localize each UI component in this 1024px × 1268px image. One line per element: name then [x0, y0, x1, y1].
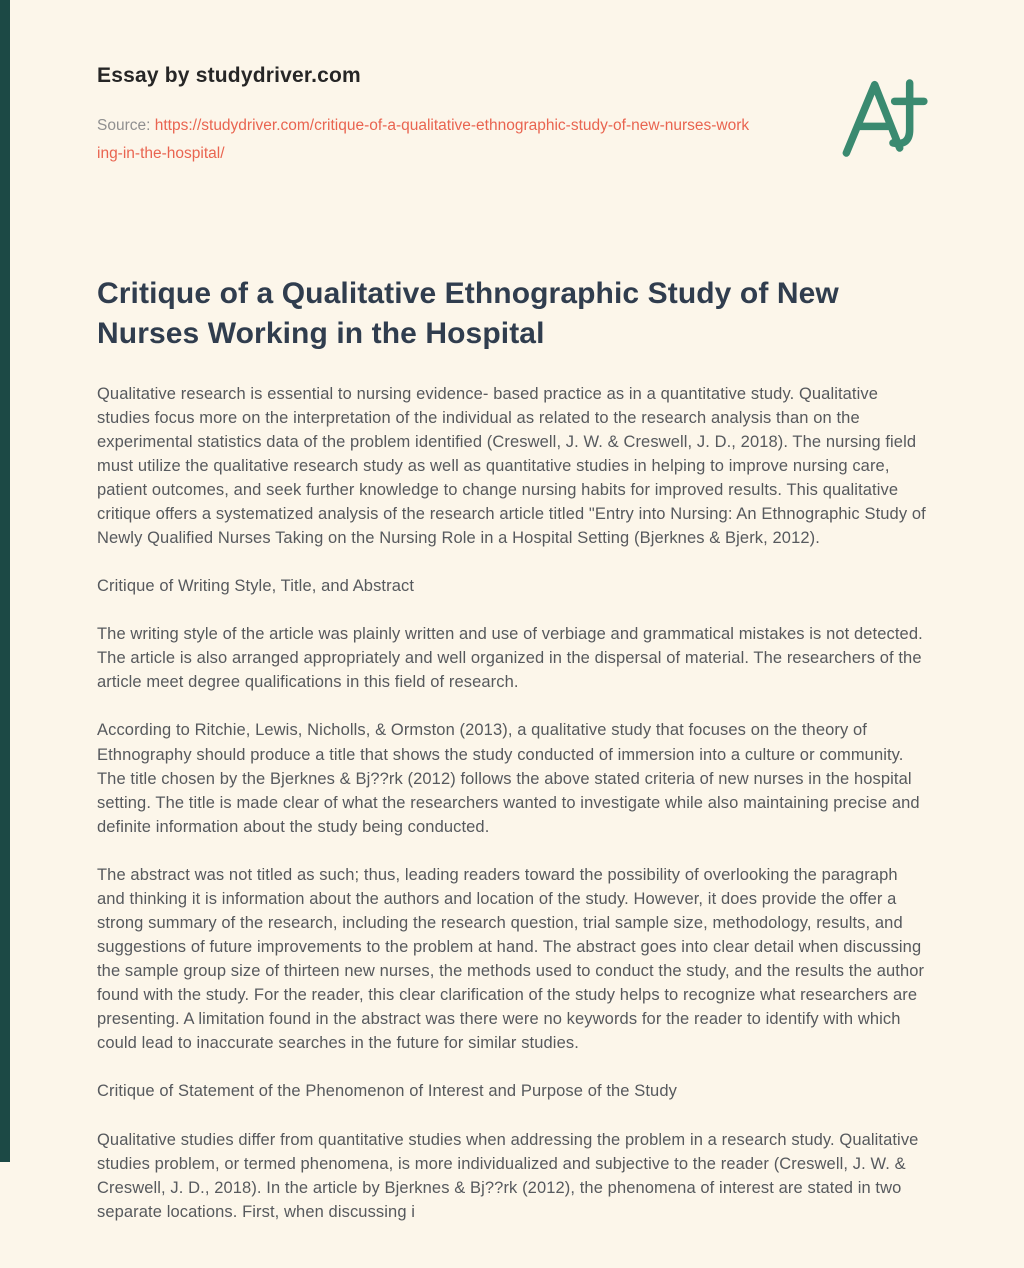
- section-heading: Critique of Writing Style, Title, and Abstract: [97, 577, 415, 596]
- article-body: [97, 382, 928, 1224]
- paragraph: Qualitative studies differ from quantitative studies when addressing the problem in a research study. Qualitative studies problem, or termed phenomena, is more individualized and subjective to the reader (Creswell, J. W. & Creswell, J. D., 2018). In the article by Bjerknes & Bj??rk (2012), the phenomena of interest are stated in two separate locations. First, when discussing i: [97, 1130, 919, 1221]
- source-line: [97, 112, 752, 168]
- page-byline: Essay by studydriver.com: [97, 64, 361, 87]
- paragraph: The writing style of the article was plainly written and use of verbiage and grammatical mistakes is not detected. The article is also arranged appropriately and well organized in the dispersal of material. The researchers of the article meet degree qualifications in this field of research.: [97, 625, 923, 692]
- paragraph: The abstract was not titled as such; thus, leading readers toward the possibility of overlooking the paragraph and thinking it is information about the authors and location of the study. However, it does provide the offer a strong summary of the research, including the research question, trial sample size, methodology, results, and suggestions of future improvements to the problem at hand. The abstract goes into clear detail when discussing the sample group size of thirteen new nurses, the methods used to conduct the study, and the results the author found with the study. For the reader, this clear clarification of the study helps to recognize what researchers are presenting. A limitation found in the abstract was there were no keywords for the reader to identify with which could lead to inaccurate searches in the future for similar studies.: [97, 865, 925, 1053]
- section-heading: Critique of Statement of the Phenomenon of Interest and Purpose of the Study: [97, 1082, 677, 1101]
- source-link[interactable]: https://studydriver.com/critique-of-a-qualitative-ethnographic-study-of-new-nurses-working-in-the-hospital/: [97, 117, 750, 162]
- a-plus-logo-icon: [838, 72, 928, 164]
- paragraph: According to Ritchie, Lewis, Nicholls, & Ormston (2013), a qualitative study that focuses on the theory of Ethnography should produce a title that shows the study conducted of immersion into a culture or community. The title chosen by the Bjerknes & Bj??rk (2012) follows the above stated criteria of new nurses in the hospital setting. The title is made clear of what the researchers wanted to investigate while also maintaining precise and definite information about the study being conducted.: [97, 721, 920, 836]
- source-label: Source:: [97, 117, 151, 134]
- paragraph: Qualitative research is essential to nursing evidence- based practice as in a quantitative study. Qualitative studies focus more on the interpretation of the individual as related to the research analysis than on the experimental statistics data of the problem identified (Creswell, J. W. & Creswell, J. D., 2018). The nursing field must utilize the qualitative research study as well as quantitative studies in helping to improve nursing care, patient outcomes, and seek further knowledge to change nursing habits for improved results. This qualitative critique offers a systematized analysis of the research article titled "Entry into Nursing: An Ethnographic Study of Newly Qualified Nurses Taking on the Nursing Role in a Hospital Setting (Bjerknes & Bjerk, 2012).: [97, 384, 926, 548]
- article-title: Critique of a Qualitative Ethnographic Study of New Nurses Working in the Hospital: [97, 276, 839, 350]
